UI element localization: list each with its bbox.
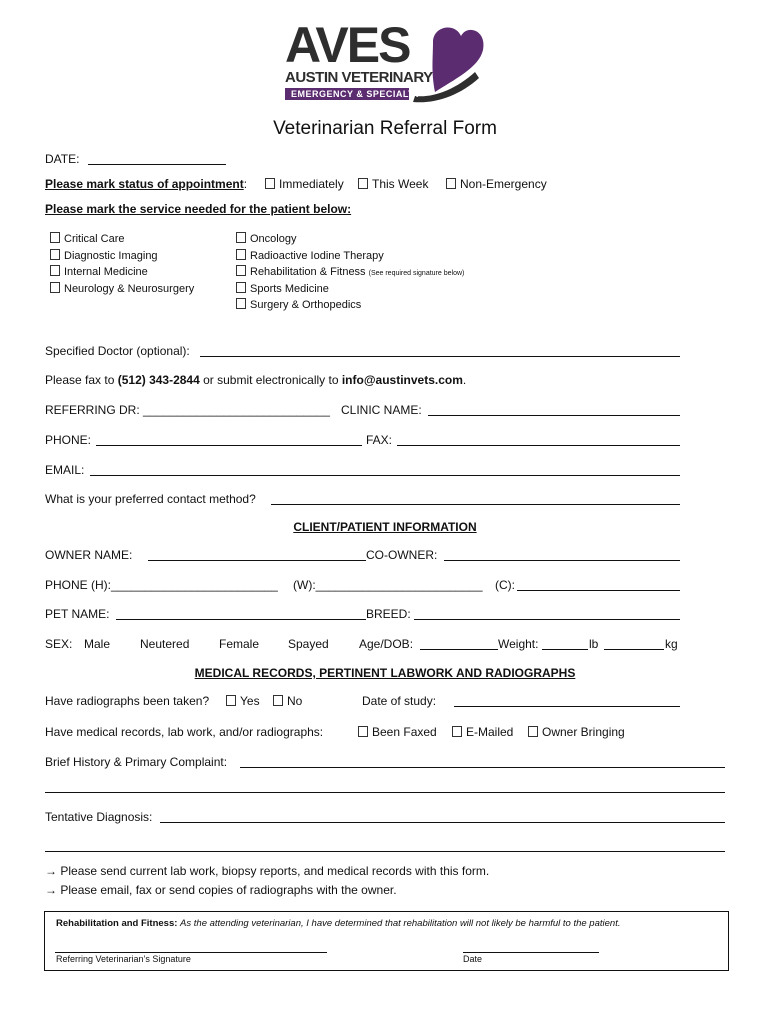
email-label: EMAIL: [45, 463, 85, 477]
service-diagnostic-imaging[interactable] [50, 249, 194, 266]
phone-field[interactable] [96, 445, 362, 446]
rehab-note: (See required signature below) [368, 270, 465, 277]
fax-label: FAX: [366, 433, 393, 447]
history-label: Brief History & Primary Complaint: [45, 755, 228, 769]
checkbox-icon[interactable] [226, 695, 236, 706]
service-rehabilitation[interactable] [236, 265, 464, 282]
phone-label: PHONE: [45, 433, 92, 447]
checkbox-icon[interactable] [236, 249, 246, 260]
fax-mid: or submit electronically to [199, 373, 342, 387]
service-surgery[interactable] [236, 298, 464, 315]
checkbox-icon[interactable] [50, 249, 60, 260]
fax-instructions [45, 373, 466, 387]
history-field-1[interactable] [240, 767, 725, 768]
radiographs-no-label: No [287, 694, 303, 708]
checkbox-icon[interactable] [50, 282, 60, 293]
lb-unit: lb [589, 637, 599, 651]
fax-end: . [462, 373, 467, 387]
service-critical-care[interactable] [50, 232, 194, 249]
service-option-label: Radioactive Iodine Therapy [250, 249, 384, 262]
service-option-label: Internal Medicine [64, 266, 148, 278]
service-option-label: Sports Medicine [250, 282, 329, 295]
radiographs-yes-label: Yes [240, 694, 260, 708]
checkbox-icon[interactable] [265, 178, 275, 189]
signature-date-field[interactable] [463, 952, 599, 953]
weight-lb-field[interactable] [542, 649, 588, 650]
records-faxed[interactable] [358, 725, 437, 739]
weight-kg-field[interactable] [604, 649, 664, 650]
status-this-week[interactable] [358, 177, 428, 191]
note-2 [45, 883, 397, 897]
phone-home-label: PHONE (H):_________________________ [45, 578, 278, 592]
age-field[interactable] [420, 649, 498, 650]
checkbox-icon[interactable] [236, 232, 246, 243]
email-field[interactable] [90, 475, 680, 476]
service-oncology[interactable] [236, 232, 464, 249]
service-option-label: Diagnostic Imaging [64, 249, 158, 262]
service-option-label: Oncology [250, 233, 297, 245]
service-internal-medicine[interactable] [50, 265, 194, 282]
note-text: Please email, fax or send copies of radiographs with the owner. [60, 883, 397, 897]
checkbox-icon[interactable] [358, 726, 368, 737]
checkbox-icon[interactable] [358, 178, 368, 189]
aves-logo [283, 17, 493, 104]
contact-method-field[interactable] [271, 504, 680, 505]
diagnosis-label: Tentative Diagnosis: [45, 810, 153, 824]
kg-unit: kg [665, 637, 678, 651]
signature-label: Referring Veterinarian’s Signature [56, 954, 191, 964]
checkbox-icon[interactable] [528, 726, 538, 737]
phone-cell-field[interactable] [517, 590, 680, 591]
service-option-label: Critical Care [64, 233, 125, 245]
status-option-label: Immediately [279, 177, 344, 191]
coowner-label: CO-OWNER: [366, 548, 438, 562]
signature-field[interactable] [55, 952, 327, 953]
service-radioactive-iodine[interactable] [236, 249, 464, 266]
service-option-label: Neurology & Neurosurgery [64, 282, 195, 295]
phone-work-label: (W):_________________________ [293, 578, 483, 592]
weight-label: Weight: [498, 637, 539, 651]
status-row [45, 177, 247, 191]
arrow-right-icon: → [45, 883, 57, 897]
age-label: Age/DOB: [359, 637, 414, 651]
breed-label: BREED: [366, 607, 411, 621]
logo-line1: AUSTIN VETERINARY [285, 69, 433, 86]
fax-field[interactable] [397, 445, 680, 446]
pet-name-label: PET NAME: [45, 607, 110, 621]
sex-label: SEX: [45, 637, 73, 651]
service-option-label: Surgery & Orthopedics [250, 299, 362, 311]
service-sports-medicine[interactable] [236, 282, 464, 299]
service-left-column [50, 232, 194, 298]
fax-email[interactable]: info@austinvets.com [341, 373, 463, 387]
service-option-label: Rehabilitation & Fitness [250, 266, 366, 278]
referring-dr-label: REFERRING DR: ____________________________ [45, 403, 330, 417]
sex-spayed[interactable]: Spayed [288, 637, 329, 651]
status-colon: : [243, 177, 248, 191]
contact-method-label: What is your preferred contact method? [45, 492, 256, 506]
diagnosis-field-2[interactable] [45, 851, 725, 852]
rehab-statement [56, 918, 620, 930]
coowner-field[interactable] [444, 560, 680, 561]
date-field[interactable] [88, 164, 226, 165]
date-of-study-label: Date of study: [362, 694, 437, 708]
radiographs-question: Have radiographs been taken? [45, 694, 210, 708]
sex-neutered[interactable]: Neutered [140, 637, 190, 651]
sex-female[interactable]: Female [219, 637, 260, 651]
status-option-label: Non-Emergency [460, 177, 547, 191]
date-of-study-field[interactable] [454, 706, 680, 707]
signature-date-label: Date [463, 954, 483, 964]
note-1 [45, 864, 489, 878]
history-field-2[interactable] [45, 792, 725, 793]
records-emailed[interactable] [452, 725, 513, 739]
checkbox-icon[interactable] [236, 265, 246, 276]
arrow-right-icon: → [45, 864, 57, 878]
checkbox-icon[interactable] [50, 265, 60, 276]
radiographs-no[interactable] [273, 694, 302, 708]
note-text: Please send current lab work, biopsy reports, and medical records with this form. [60, 864, 490, 878]
logo-line2: EMERGENCY & SPECIALTY [291, 89, 421, 99]
status-label: Please mark status of appointment [45, 177, 244, 191]
diagnosis-field-1[interactable] [160, 822, 725, 823]
doctor-field[interactable] [200, 356, 680, 357]
owner-name-label: OWNER NAME: [45, 548, 133, 562]
rehab-bold-label: Rehabilitation and Fitness: [56, 918, 178, 929]
records-question: Have medical records, lab work, and/or radiographs: [45, 725, 324, 739]
sex-male[interactable]: Male [84, 637, 111, 651]
fax-pre: Please fax to [45, 373, 118, 387]
records-option-label: Been Faxed [372, 725, 437, 739]
owner-name-field[interactable] [148, 560, 366, 561]
checkbox-icon[interactable] [236, 282, 246, 293]
rehab-signature-box [44, 911, 729, 971]
status-immediately[interactable] [265, 177, 344, 191]
form-title: Veterinarian Referral Form [273, 118, 497, 139]
checkbox-icon[interactable] [236, 298, 246, 309]
status-option-label: This Week [372, 177, 429, 191]
pet-name-field[interactable] [116, 619, 366, 620]
breed-field[interactable] [414, 619, 680, 620]
rehab-statement-text: As the attending veterinarian, I have determined that rehabilitation will not likely be harmful to the patient. [180, 918, 621, 929]
service-label: Please mark the service needed for the patient below: [45, 202, 352, 216]
records-option-label: Owner Bringing [542, 725, 625, 739]
heart-shape [433, 27, 484, 92]
clinic-name-field[interactable] [428, 415, 680, 416]
phone-cell-label: (C): [495, 578, 515, 592]
service-neurology[interactable] [50, 282, 194, 299]
medical-heading: MEDICAL RECORDS, PERTINENT LABWORK AND RADIOGRAPHS [194, 666, 576, 680]
clinic-name-label: CLINIC NAME: [341, 403, 422, 417]
radiographs-yes[interactable] [226, 694, 260, 708]
logo-name: AVES [285, 17, 410, 73]
doctor-label: Specified Doctor (optional): [45, 344, 190, 358]
date-label: DATE: [45, 152, 80, 166]
checkbox-icon[interactable] [50, 232, 60, 243]
client-heading: CLIENT/PATIENT INFORMATION [293, 520, 477, 534]
service-right-column [236, 232, 464, 315]
checkbox-icon[interactable] [452, 726, 462, 737]
records-option-label: E-Mailed [466, 725, 514, 739]
checkbox-icon[interactable] [273, 695, 283, 706]
checkbox-icon[interactable] [446, 178, 456, 189]
fax-number: (512) 343-2844 [117, 373, 200, 387]
records-owner-bringing[interactable] [528, 725, 625, 739]
status-non-emergency[interactable] [446, 177, 547, 191]
